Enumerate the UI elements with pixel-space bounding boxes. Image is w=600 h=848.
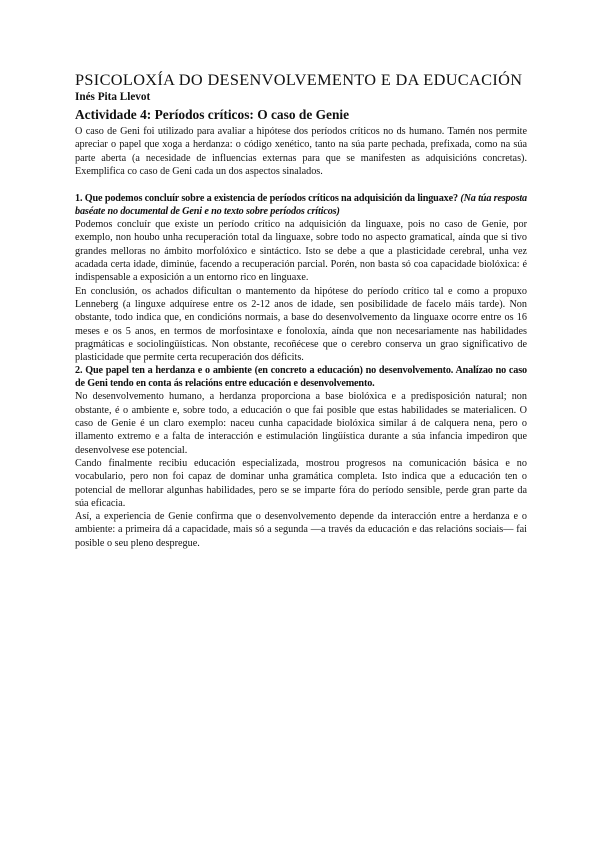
intro-paragraph: O caso de Geni foi utilizado para avaliar a hipótese dos períodos críticos no ds humano. Tamén nos permite apreciar o papel que xoga a herdanza: o código xenético, tanto na súa parte pechada, prefixada, como na súa parte aberta (a necesidade de influencias externas para que se manifesten as adquisicións concretas). Exemplifica co caso de Geni cada un dos aspectos sinalados. [75,126,527,177]
author-name: Inés Pita Llevot [75,91,151,103]
question-1-note: (Na túa resposta baséate no documental de Geni e no texto sobre períodos críticos) [75,193,528,218]
answer-2-paragraph-2: Cando finalmente recibiu educación especializada, mostrou progresos na comunicación básica e no vocabulario, pero non foi capaz de dominar unha gramática completa. Isto indica que a educación ten o potencial de mellorar algunhas habilidades, pero se se imparte fóra do período sensible, perde gran parte da súa eficacia. [75,457,527,509]
question-2-text: Que papel ten a herdanza e o ambiente (en concreto a educación) no desenvolvemento. Analízao no caso de Geni tendo en conta ás relacións entre educación e desenvolvemento. [75,365,527,390]
document-body [75,70,527,550]
question-1 [75,192,527,218]
activity-title: Actividade 4: Períodos críticos: O caso de Genie [75,107,350,122]
question-2 [75,364,527,390]
question-1-text: Que podemos concluír sobre a existencia de períodos críticos na adquisición da linguaxe? [84,193,458,205]
question-1-number: 1. [75,193,83,205]
answer-2-paragraph-3: Así, a experiencia de Genie confirma que o desenvolvemento depende da interacción entre a herdanza e o ambiente: a primeira dá a capacidade, mais só a segunda —a través da educación e das relacións sociais— fai posible o seu pleno despregue. [75,511,527,549]
answer-1-paragraph-1: Podemos concluír que existe un período crítico na adquisición da linguaxe, pois no caso de Genie, por exemplo, non houbo unha recuperación total da linguaxe, sobre todo no aspecto gramatical, aínda que si tivo grandes melloras no ámbito morfolóxico e sintáctico. Isto se debe a que a plasticidade cerebral, unha vez acadada certa idade, diminúe, facendo a recuperación parcial. Porén, non basta só coa capacidade biolóxica: é indispensable a exposición a un entorno rico en linguaxe. [75,219,527,284]
document-title: PSICOLOXÍA DO DESENVOLVEMENTO E DA EDUCACIÓN [75,70,523,89]
answer-1-paragraph-2: En conclusión, os achados dificultan o mantemento da hipótese do período crítico tal e como a propuxo Lenneberg (a linguxe adquírese entre os 2-12 anos de idade, sen posibilidade de facelo máis tarde). Non obstante, todo indica que, en condicións normais, a base do desenvolvemento da linguaxe ocorre entre os 16 meses e os 5 anos, en termos de morfosintaxe e fonoloxía, aínda que non necesariamente nas habilidades pragmáticas e sociolingüísticas. Non obstante, recoñécese que o cerebro conserva un grao significativo de plasticidade que permite certa recuperación dos déficits. [75,285,527,364]
question-2-number: 2. [75,365,83,377]
answer-2-paragraph-1: No desenvolvemento humano, a herdanza proporciona a base biolóxica e a predisposición natural; non obstante, é o ambiente e, sobre todo, a educación o que fai posible que estas habilidades se materialicen. O caso de Genie é un claro exemplo: naceu cunha capacidade biolóxica similar á de calquera nena, pero o illamento extremo e a falta de interacción e estimulación lingüística durante a súa infancia impediron que desenvolvese ese potencial. [75,391,527,456]
